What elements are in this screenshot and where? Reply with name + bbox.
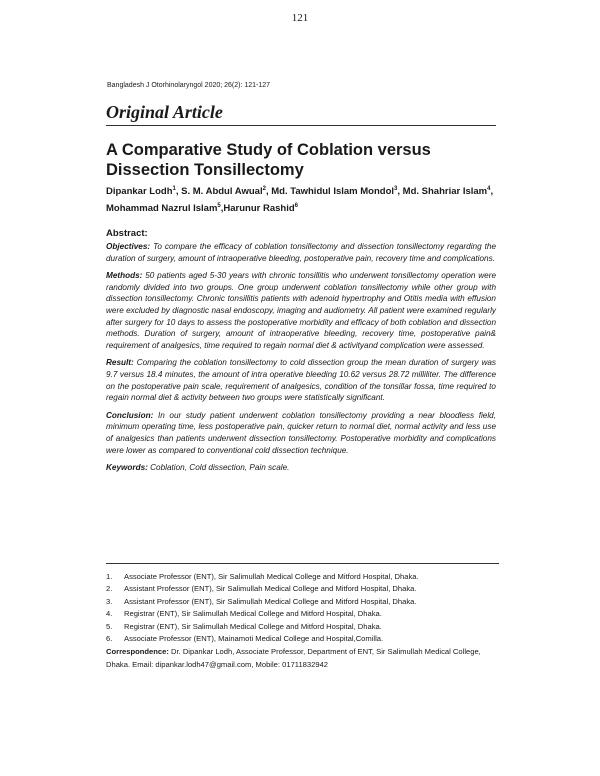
author-separator: ,: [220, 203, 224, 215]
author-affiliation-mark: 4: [487, 186, 491, 192]
section-label: Original Article: [106, 102, 496, 126]
result-text: Comparing the coblation tonsillectomy to cold dissection group the mean duration of surgery was 9.7 versus 18.4 minutes, the amount of intra operative bleeding 10.62 versus 28.72 milliliter. The difference on the postoperative pain scale, requirement of analgesics, condition of the tonsillar fossa, time required to regain normal diet & activity between two groups were statistically significant.: [106, 358, 497, 403]
footnote-number: 6.: [106, 634, 113, 644]
author-name: Mohammad Nazrul Islam: [106, 203, 218, 215]
footnote-text: Registrar (ENT), Sir Salimullah Medical College and Mitford Hospital, Dhaka.: [124, 621, 382, 631]
abstract-result: [106, 357, 496, 403]
footnote-text: Associate Professor (ENT), Sir Salimullah Medical College and Mitford Hospital, Dhaka.: [124, 572, 419, 581]
footnote-number: 5.: [106, 621, 113, 631]
abstract-body: [106, 241, 496, 480]
author-separator: ,: [175, 186, 182, 198]
page-number: 121: [291, 12, 309, 24]
abstract-conclusion: [106, 410, 496, 456]
author-name: Dipankar Lodh: [106, 186, 173, 198]
footnote-text: Assistant Professor (ENT), Sir Salimullah Medical College and Mitford Hospital, Dhaka.: [124, 596, 417, 606]
footnote-item: [106, 571, 499, 583]
section-label-methods: Methods:: [106, 271, 143, 281]
footnote-number: 2.: [106, 584, 113, 594]
author-affiliation-mark: 6: [294, 203, 298, 210]
author-separator: ,: [265, 186, 272, 198]
footnote-text: Associate Professor (ENT), Mainamoti Medical College and Hospital,Comilla.: [124, 634, 384, 644]
section-label-conclusion: Conclusion:: [106, 410, 154, 420]
journal-citation: Bangladesh J Otorhinolaryngol 2020; 26(2): 121-127: [107, 82, 271, 89]
author-affiliation-mark: 5: [217, 203, 221, 210]
author-affiliation-mark: 2: [262, 186, 266, 192]
author-name: Md. Tawhidul Islam Mondol: [271, 186, 395, 198]
author-affiliation-mark: 3: [394, 186, 398, 192]
conclusion-text: In our study patient underwent coblation tonsillectomy providing a near bloodless field, minimum operating time, less postoperative pain, quicker return to normal diet, normal activity and less use of analgesics than patients underwent dissection tonsillectomy. Postoperative morbidity and complications were lower as compared to conventional cold dissection technique.: [106, 410, 496, 455]
footnote-item: [106, 583, 499, 595]
correspondence: [106, 646, 499, 671]
author-name: Md. Shahriar Islam: [402, 186, 488, 198]
correspondence-label: Correspondence:: [106, 647, 169, 657]
correspondence-text: Dr. Dipankar Lodh, Associate Professor, Department of ENT, Sir Salimullah Medical College, Dhaka. Email: dipankar.lodh47@gmail.com, Mobile: 01711832942: [106, 647, 481, 669]
article-title: A Comparative Study of Coblation versus Dissection Tonsillectomy: [106, 141, 431, 179]
author-name: Harunur Rashid: [223, 203, 295, 215]
author-list: [106, 182, 496, 216]
footnote-number: 4.: [106, 609, 113, 619]
footnote-item: [106, 633, 499, 645]
abstract-heading: Abstract:: [106, 228, 148, 239]
section-label-result: Result:: [106, 358, 134, 368]
footnote-item: [106, 621, 499, 633]
keywords-text: Coblation, Cold dissection, Pain scale.: [150, 463, 290, 473]
methods-text: 50 patients aged 5-30 years with chronic tonsillitis who underwent tonsillectomy operation were randomly divided into two groups. One group underwent coblation tonsillectomy while other group with dissection tonsillectomy. Chronic tonsillitis patients with adenoid hypertrophy and Otitis media with effusion were excluded by diagnostic nasal endoscopy, imaging and audiometry. All patient were examined regularly after surgery for 10 days to assess the postoperative morbidity and efficacy of both coblation and dissection methods. Duration of surgery, amount of intraoperative bleeding, recovery time, postoperative pain& requirement of analgesics, time required to regain normal diet & activityand complication were assessed.: [106, 271, 496, 350]
footnote-item: [106, 596, 499, 608]
section-label-keywords: Keywords:: [106, 463, 148, 473]
abstract-keywords: [106, 462, 496, 474]
footnote-item: [106, 608, 499, 620]
abstract-methods: [106, 270, 496, 351]
abstract-objectives: [106, 241, 496, 264]
author-separator: ,: [490, 186, 494, 198]
objectives-text: To compare the efficacy of coblation tonsillectomy and dissection tonsillectomy regarding the duration of surgery, amount of intraoperative bleeding, postoperative pain, recovery time and complications.: [106, 242, 496, 263]
footnote-number: 3.: [106, 596, 113, 606]
footnote-text: Assistant Professor (ENT), Sir Salimullah Medical College and Mitford Hospital, Dhaka.: [124, 584, 417, 594]
footnote-number: 1.: [106, 572, 113, 581]
author-separator: ,: [397, 186, 403, 198]
author-affiliation-mark: 1: [172, 186, 176, 192]
author-name: S. M. Abdul Awual: [181, 186, 263, 198]
footnote-text: Registrar (ENT), Sir Salimullah Medical College and Mitford Hospital, Dhaka.: [124, 609, 382, 619]
footnotes: [106, 571, 499, 671]
section-label-objectives: Objectives:: [106, 242, 151, 251]
footnote-divider: [106, 563, 499, 564]
